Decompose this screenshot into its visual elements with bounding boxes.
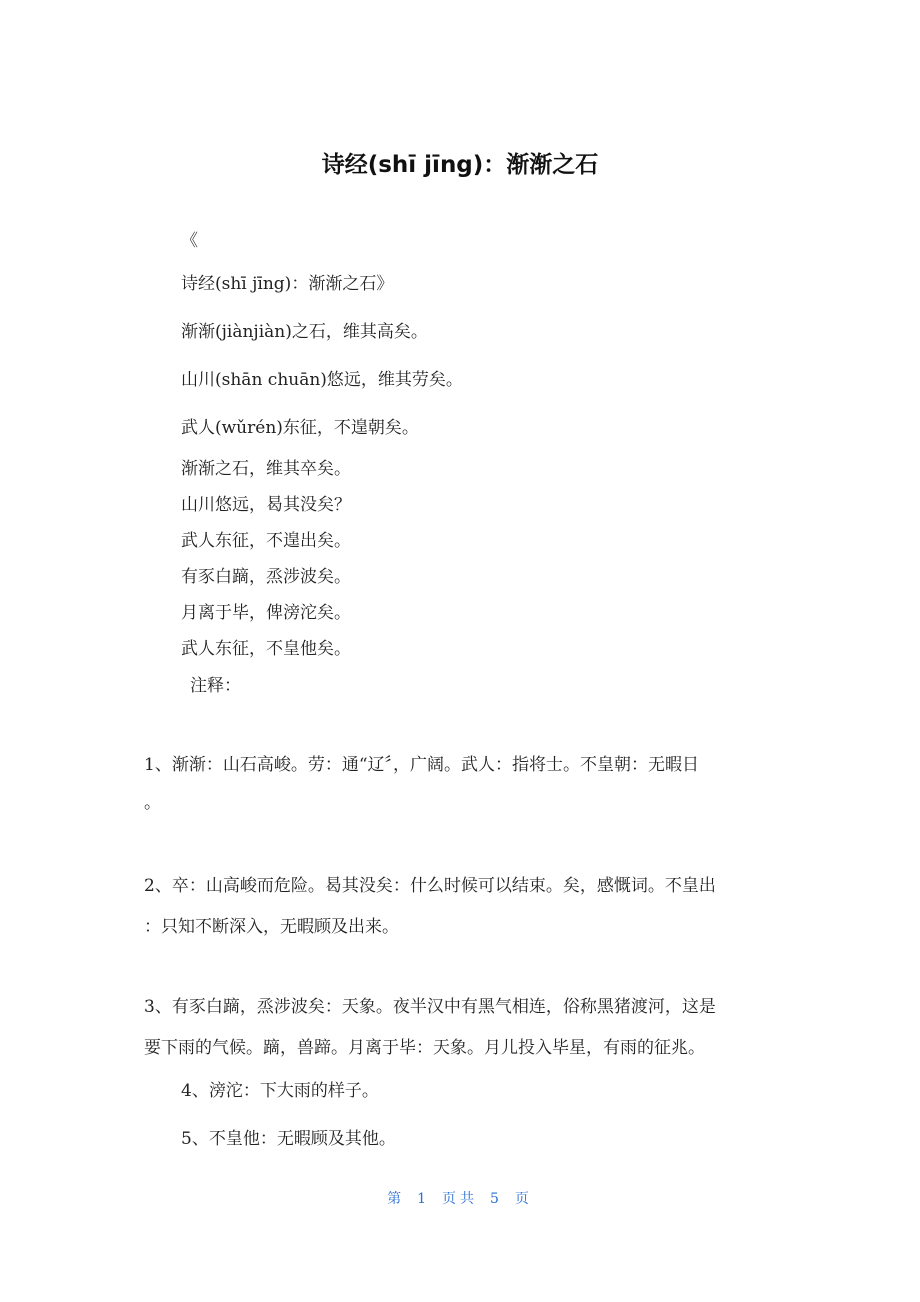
- notes-heading: 注释：: [190, 676, 241, 696]
- note-4: 4、滂沱：下大雨的样子。: [181, 1081, 379, 1101]
- poem-line-5: 山川悠远，曷其没矣？: [181, 495, 351, 515]
- page-footer: [0, 1188, 920, 1208]
- poem-line-9: 武人东征，不皇他矣。: [181, 639, 351, 659]
- note-2-line-2: ：只知不断深入，无暇顾及出来。: [144, 917, 399, 937]
- note-3-line-1: 3、有豕白蹢，烝涉波矣：天象。夜半汉中有黑气相连，俗称黑猪渡河，这是: [144, 997, 716, 1017]
- note-2-line-1: 2、卒：山高峻而危险。曷其没矣：什么时候可以结束。矣，感慨词。不皇出: [144, 876, 716, 896]
- poem-line-7: 有豕白蹢，烝涉波矣。: [181, 567, 351, 587]
- poem-line-6: 武人东征，不遑出矣。: [181, 531, 351, 551]
- footer-prefix: 第: [387, 1191, 406, 1207]
- footer-suffix: 页: [514, 1191, 533, 1207]
- note-paragraph-2: [144, 866, 772, 948]
- page-title: 诗经(shī jīng)：渐渐之石: [321, 152, 599, 178]
- poem-line-2: 山川(shān chuān)悠远，维其劳矣。: [181, 370, 463, 390]
- poem-open-mark: 《: [181, 231, 198, 251]
- poem-title-line: 诗经(shī jīng)：渐渐之石》: [181, 274, 394, 294]
- note-paragraph-1: [144, 745, 772, 820]
- poem-line-3: 武人(wǔrén)东征，不遑朝矣。: [181, 418, 419, 438]
- note-3-line-2: 要下雨的气候。蹢，兽蹄。月离于毕：天象。月儿投入毕星，有雨的征兆。: [144, 1038, 705, 1058]
- poem-line-4: 渐渐之石，维其卒矣。: [181, 459, 351, 479]
- footer-middle: 页共: [442, 1191, 478, 1207]
- footer-total-pages: 5: [490, 1191, 503, 1207]
- poem-line-1: 渐渐(jiànjiàn)之石，维其高矣。: [181, 322, 428, 342]
- note-paragraph-3: [144, 987, 772, 1069]
- footer-page-number: 1: [417, 1191, 430, 1207]
- note-5: 5、不皇他：无暇顾及其他。: [181, 1129, 396, 1149]
- note-1-line-1: 1、渐渐：山石高峻。劳：通“辽〞，广阔。武人：指将士。不皇朝：无暇日: [144, 755, 700, 775]
- poem-line-8: 月离于毕，俾滂沱矣。: [181, 603, 351, 623]
- note-1-line-2: 。: [144, 793, 161, 813]
